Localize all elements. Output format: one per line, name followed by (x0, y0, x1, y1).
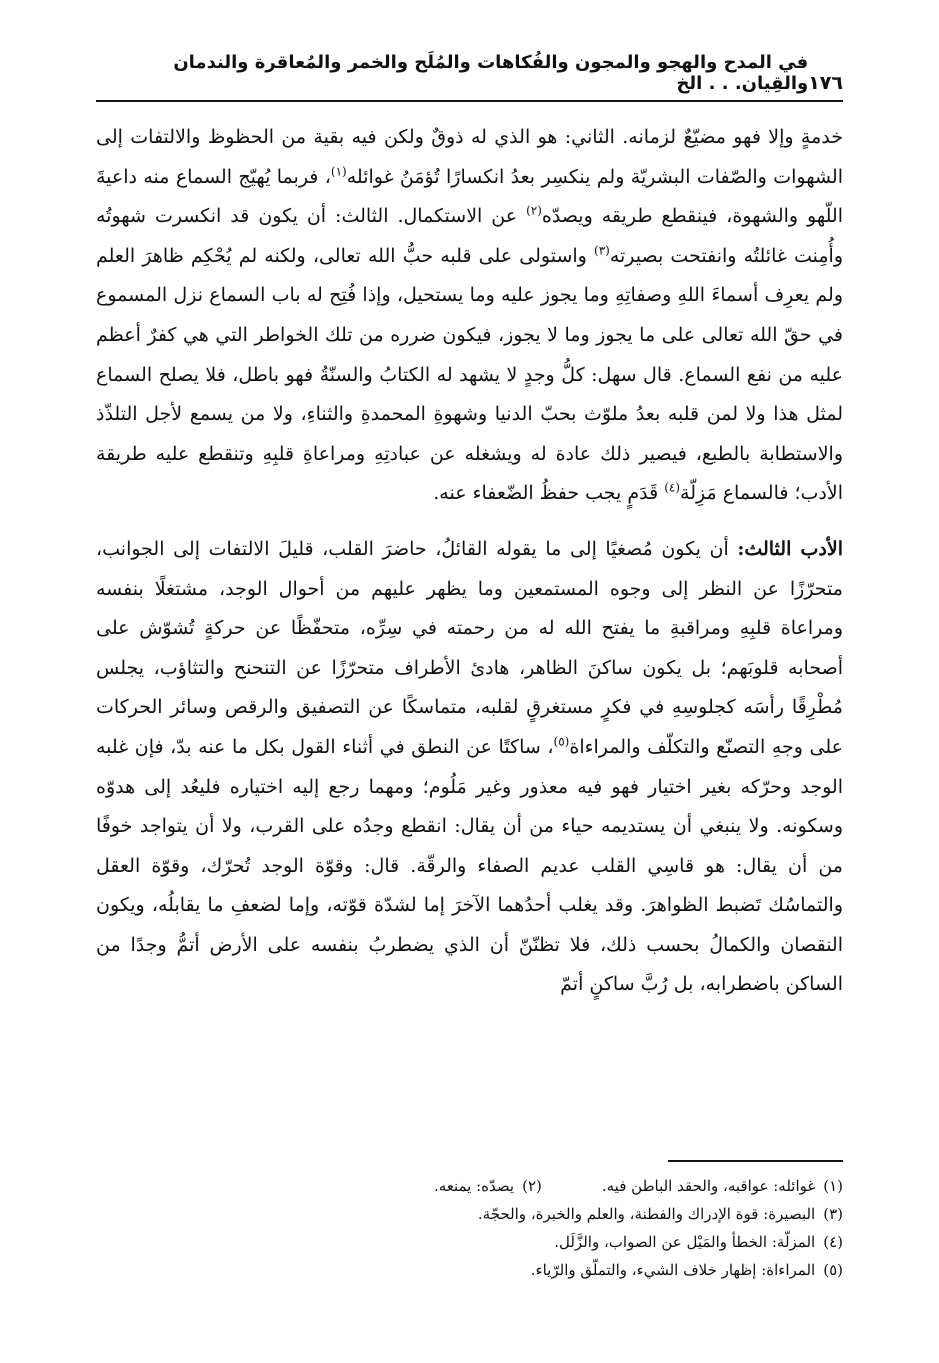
footnote-1 (602, 1172, 843, 1200)
footnote-3 (96, 1200, 843, 1228)
footnote-3-text: البصيرة: قوة الإدراك والفطنة، والعلم والخبرة، والحجّة. (477, 1205, 816, 1223)
text-run: ، ساكتًا عن النطق في أثناء القول بكل ما عنه بدّ، فإن غلبه الوجد وحرّكه بغير اختيار فهو فيه معذور وغير مَلُوم؛ ومهما رجع إليه اختياره فليعُد إلى هدوّه وسكونه. ولا ينبغي أن يستديمه حياء من أن يقال: انقطع وجدُه على القرب، ولا أن يتواجد خوفًا من أن يقال: هو قاسِي القلب عديم الصفاء والرقّة. قال: وقوّة الوجد تُحرّك، وقوّة العقل والتماسُك تَضبط الظواهرَ. وقد يغلب أحدُهما الآخرَ إما لشدّة قوّته، وإما لضعفِ ما يقابلُه، ويكون النقصان والكمالُ بحسب ذلك، فلا تظنّنّ أن الذي يضطربُ بنفسه على الأرض أتمُّ وجدًا من الساكن باضطرابه، بل رُبَّ ساكنٍ أتمّ (96, 735, 843, 996)
text-run: قَدَمٍ يجب حفظُ الضّعفاء عنه. (433, 482, 665, 505)
body-text (96, 118, 843, 1005)
footnote-5 (96, 1256, 843, 1284)
running-title: في المدح والهجو والمجون والفُكاهات والمُلَح والخمر والمُعاقرة والندمان والقِيان. . . الخ (173, 52, 809, 94)
footnote-1-text: غوائله: عواقبه، والحقد الباطن فيه. (601, 1177, 816, 1195)
footnote-5-number: (٥) (823, 1261, 843, 1279)
text-run: واستولى على قلبه حبُّ الله تعالى، ولكنه لم يُحْكِم ظاهرَ العلم ولم يعرِف أسماءَ اللهِ وصفاتِهِ وما يجوز عليه وما يستحيل، وإذا فُتِح له باب السماع نزل المسموع في حقّ الله تعالى على ما يجوز وما لا يجوز، فيكون ضرره من تلك الخواطر التي هي كفرٌ أعظم عليه من نفع السماع. قال سهل: كلُّ وجدٍ لا يشهد له الكتابُ والسنّةُ فهو باطل، فلا يصلح السماع لمثل هذا ولا لمن قلبه بعدُ ملوّث بحبّ الدنيا وشهوةِ المحمدةِ والثناءِ، ولا من يسمع لأجل التلذّذ والاستطابة بالطبع، فيصير ذلك عادة له ويشغله عن عبادتِهِ ومراعاةِ قلبِهِ وتنقطع عليه طريقة الأدب؛ فالسماع مَزِلّة (96, 244, 843, 505)
text-run: عن الاستكمال. الثالث: أن يكون قد انكسرت شهوتُه وأُمِنت غائلتُه وانفتحت بصيرته (96, 205, 843, 267)
footnote-4-number: (٤) (823, 1233, 843, 1251)
text-run: خدمةٍ وإلا فهو مضيّعٌ لزمانه. الثاني: هو الذي له ذوقٌ ولكن فيه بقية من الحظوظ والالتفات إلى الشهوات والصّفات البشريّة ولم ينكسِر بعدُ انكسارًا تُؤمَنُ غوائله (96, 126, 843, 188)
footnote-2-number: (٢) (522, 1177, 542, 1195)
footnote-reference: (٥) (553, 734, 570, 749)
footnote-2 (434, 1172, 542, 1200)
footnote-row-1 (96, 1172, 843, 1200)
footnote-2-text: يصدّه: يمنعه. (433, 1177, 515, 1195)
footnote-reference: (١) (330, 164, 347, 179)
footnote-reference: (٣) (594, 243, 610, 258)
footnote-4 (96, 1228, 843, 1256)
paragraph-heading: الأدب الثالث: (737, 537, 843, 560)
text-run: أن يكون مُصغيًا إلى ما يقوله القائلُ، حاضرَ القلب، قليلَ الالتفات إلى الجوانب، متحرّزًا عن النظر إلى وجوه المستمعين وما يظهر عليهم من أحوال الوجد، مشتغلًا بنفسه ومراعاة قلبِهِ ومراقبةِ ما يفتح الله له من رحمته في سِرِّه، متحفّظًا عن حركةٍ تُشوّش على أصحابه قلوبَهم؛ بل يكون ساكنَ الظاهر، هادئ الأطراف متحرّزًا عن التنحنح والتثاؤب، يجلس مُطْرِقًا رأسَه كجلوسِهِ في فكرٍ مستغرقٍ لقلبه، متماسكًا عن التصفيق والرقص وسائر الحركات على وجهِ التصنّع والتكلّف والمراءاة (96, 537, 843, 758)
footnote-reference: (٢) (526, 203, 542, 218)
page-number: ١٧٦ (808, 72, 843, 94)
footnote-divider (668, 1160, 843, 1162)
footnote-1-number: (١) (823, 1177, 843, 1195)
footnote-3-number: (٣) (823, 1205, 843, 1223)
footnotes (96, 1172, 843, 1284)
footnote-reference: (٤) (664, 481, 681, 496)
footnote-5-text: المراءاة: إظهار خلاف الشيء، والتملّق والرّياء. (530, 1261, 816, 1279)
footnote-4-text: المزلّة: الخطأ والمَيْل عن الصواب، والزَّلَل. (554, 1233, 816, 1251)
page-header (96, 52, 843, 102)
text-run: ، فربما يُهيّج السماع منه داعيةَ اللّهو والشهوة، فينقطع طريقه ويصدّه (96, 165, 843, 228)
paragraph-1 (96, 118, 843, 514)
paragraph-2 (96, 530, 843, 1005)
